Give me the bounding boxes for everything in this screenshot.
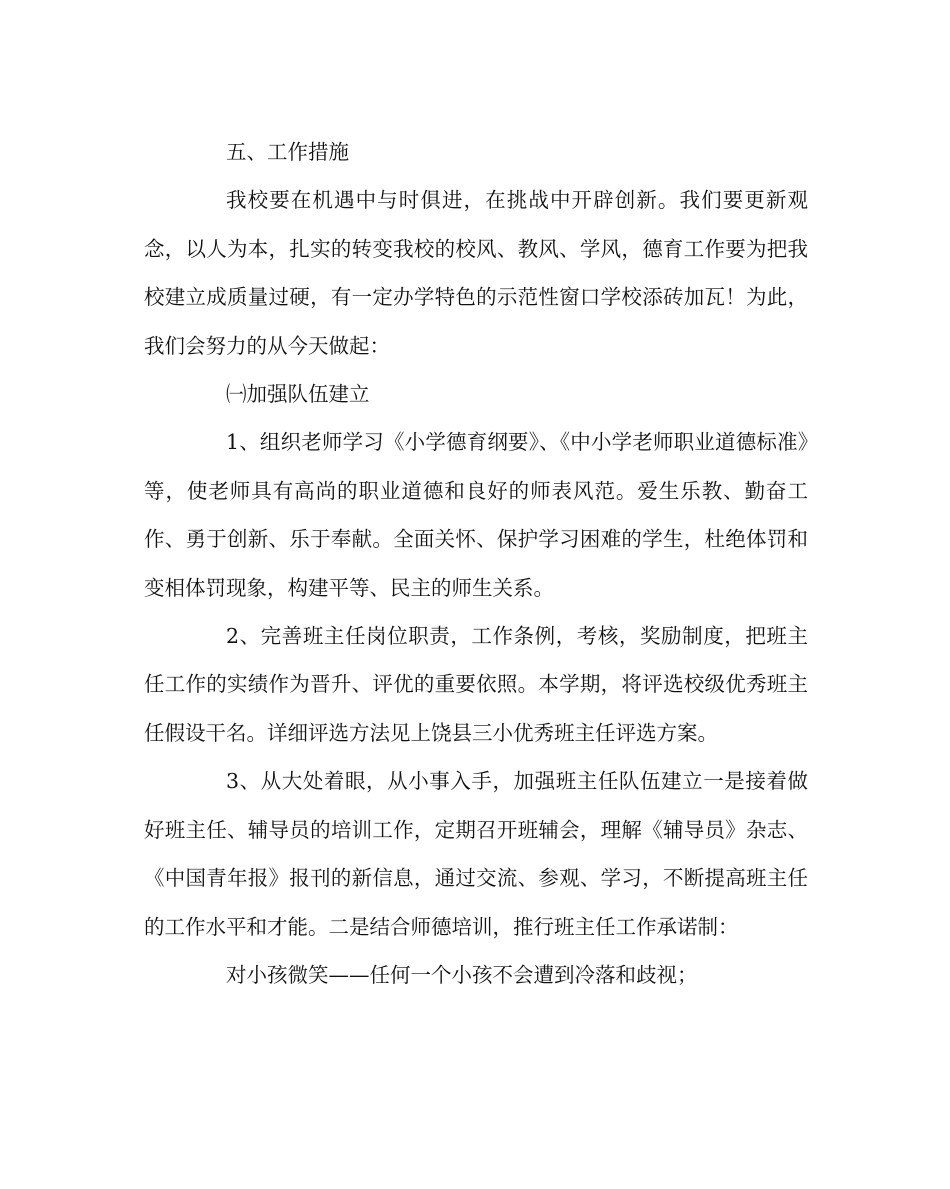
commitment-line: 对小孩微笑——任何一个小孩不会遭到冷落和歧视； bbox=[226, 962, 698, 987]
measure-paragraph-2: 2、完善班主任岗位职责，工作条例，考核，奖励制度，把班主任工作的实绩作为晋升、评优的重要依照。本学期，将评选校级优秀班主任假设干名。详细评选方法见上饶县三小优秀班主任评选方案。 bbox=[144, 624, 808, 745]
measure-paragraph-1: 1、组织老师学习《小学德育纲要》、《中小学老师职业道德标准》等，使老师具有高尚的职业道德和良好的师表风范。爱生乐教、勤奋工作、勇于创新、乐于奉献。全面关怀、保护学习困难的学生，杜绝体罚和变相体罚现象，构建平等、民主的师生关系。 bbox=[144, 430, 808, 600]
subsection-heading: ㈠加强队伍建立 bbox=[226, 382, 370, 407]
section-heading: 五、工作措施 bbox=[226, 140, 349, 164]
intro-paragraph: 我校要在机遇中与时俱进，在挑战中开辟创新。我们要更新观念，以人为本，扎实的转变我校的校风、教风、学风，德育工作要为把我校建立成质量过硬，有一定办学特色的示范性窗口学校添砖加瓦！为此，我们会努力的从今天做起： bbox=[144, 188, 808, 358]
measure-paragraph-3: 3、从大处着眼，从小事入手，加强班主任队伍建立一是接着做好班主任、辅导员的培训工作，定期召开班辅会，理解《辅导员》杂志、《中国青年报》报刊的新信息，通过交流、参观、学习，不断提高班主任的工作水平和才能。二是结合师德培训，推行班主任工作承诺制： bbox=[144, 769, 808, 939]
document-body bbox=[144, 128, 808, 999]
